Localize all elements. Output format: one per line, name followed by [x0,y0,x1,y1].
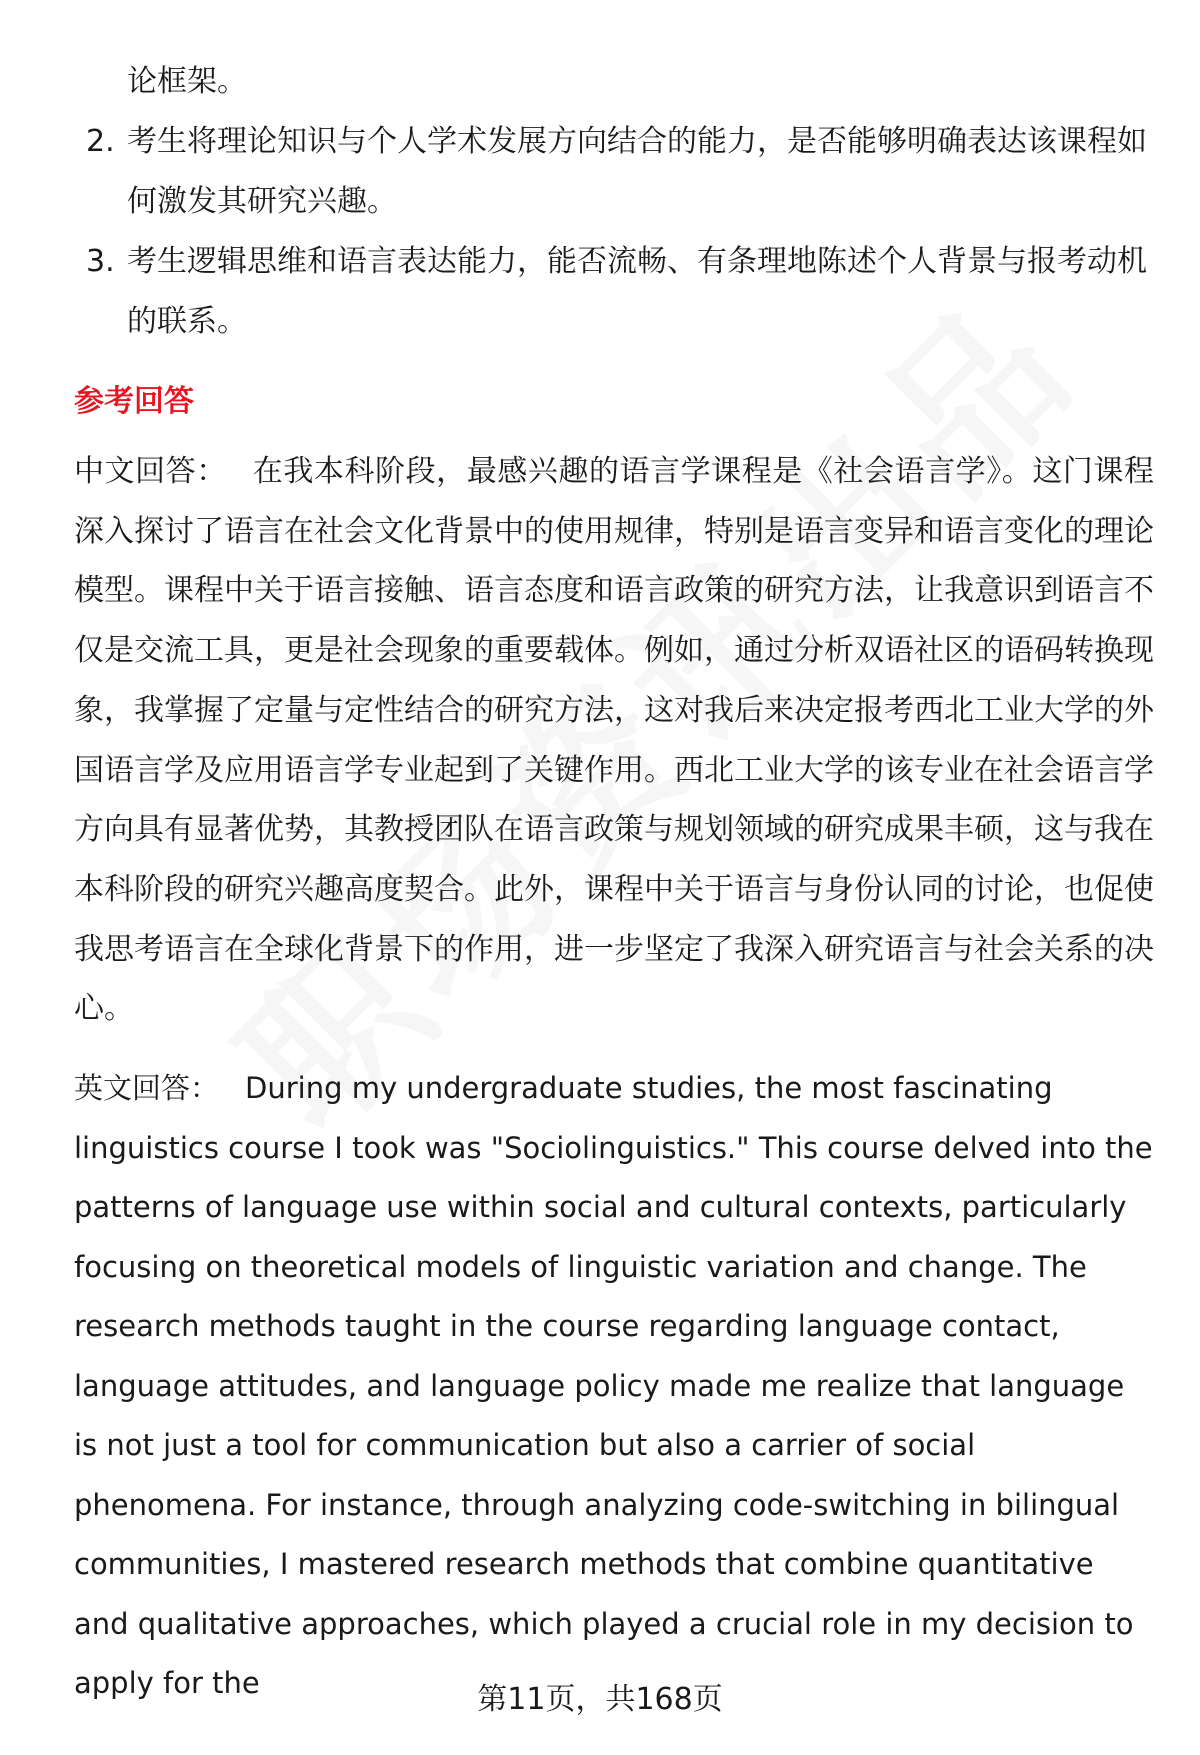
document-page [74,52,1154,1714]
english-answer-text: During my undergraduate studies, the most fascinating linguistics course I took was "Sociolinguistics." This course delved into the patterns of language use within social and cultural contexts, particularly focusing on theoretical models of linguistic variation and change. The research methods taught in the course regarding language contact, language attitudes, and language policy made me realize that language is not just a tool for communication but also a carrier of social phenomena. For instance, through analyzing code-switching in bilingual communities, I mastered research methods that combine quantitative and qualitative approaches, which played a crucial role in my decision to apply for the [74,1071,1153,1701]
criteria-item [74,112,1154,232]
english-answer-label: 英文回答： [74,1071,220,1106]
chinese-answer [74,442,1154,1039]
chinese-answer-label: 中文回答： [74,454,227,489]
english-answer [74,1059,1154,1714]
criteria-item [74,232,1154,352]
criteria-list [74,112,1154,352]
criteria-item-number: 2. [86,124,115,159]
criteria-item-number: 3. [86,244,115,279]
page-number-footer: 第11页，共168页 [477,1682,723,1717]
criteria-item-text: 考生将理论知识与个人学术发展方向结合的能力，是否能够明确表达该课程如何激发其研究兴趣。 [127,124,1147,219]
chinese-answer-text: 在我本科阶段，最感兴趣的语言学课程是《社会语言学》。这门课程深入探讨了语言在社会文化背景中的使用规律，特别是语言变异和语言变化的理论模型。课程中关于语言接触、语言态度和语言政策的研究方法，让我意识到语言不仅是交流工具，更是社会现象的重要载体。例如，通过分析双语社区的语码转换现象，我掌握了定量与定性结合的研究方法，这对我后来决定报考西北工业大学的外国语言学及应用语言学专业起到了关键作用。西北工业大学的该专业在社会语言学方向具有显著优势，其教授团队在语言政策与规划领域的研究成果丰硕，这与我在本科阶段的研究兴趣高度契合。此外，课程中关于语言与身份认同的讨论，也促使我思考语言在全球化背景下的作用，进一步坚定了我深入研究语言与社会关系的决心。 [74,454,1155,1027]
criteria-item-text: 考生逻辑思维和语言表达能力，能否流畅、有条理地陈述个人背景与报考动机的联系。 [127,244,1147,339]
criteria-continuation: 论框架。 [127,64,247,99]
reference-answer-heading: 参考回答 [74,384,194,419]
